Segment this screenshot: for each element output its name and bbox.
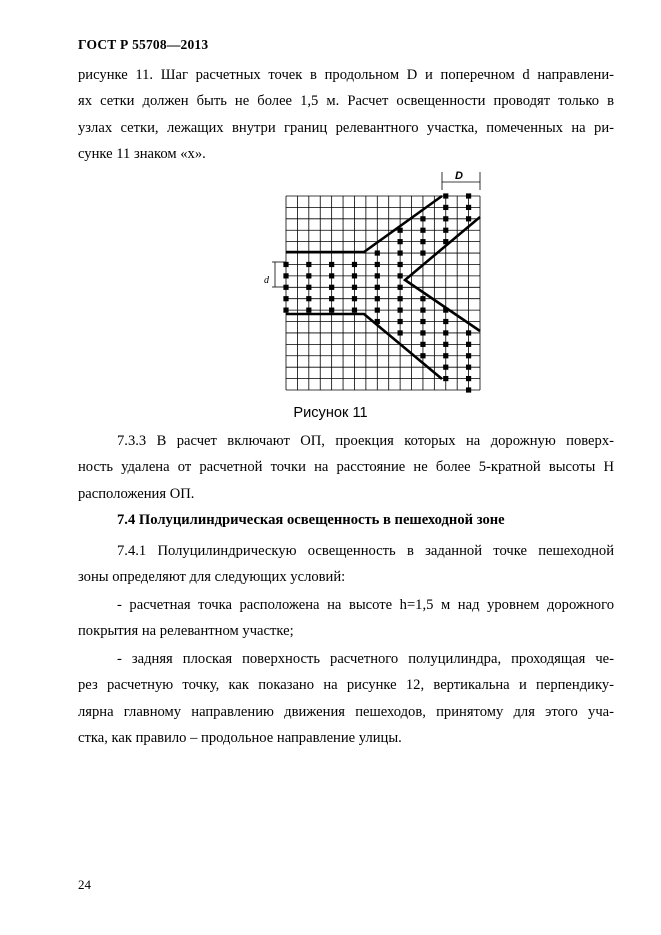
calculation-point [466, 193, 471, 198]
calculation-point [398, 330, 403, 335]
calculation-point [283, 308, 288, 313]
calculation-point [352, 262, 357, 267]
calculation-point [420, 319, 425, 324]
calculation-point [443, 330, 448, 335]
calculation-point [466, 376, 471, 381]
paragraph-7-4-1 [78, 538, 614, 591]
text-line: 7.3.3 В расчет включают ОП, проекция которых на дорожную поверх- [117, 433, 614, 449]
calculation-point [329, 262, 334, 267]
document-header: ГОСТ Р 55708—2013 [78, 37, 209, 52]
calculation-point [329, 273, 334, 278]
calculation-point [398, 239, 403, 244]
text-line: зоны определяют для следующих условий: [78, 569, 346, 586]
text-line: ность удалена от расчетной точки на расстояние не более 5-кратной высоты H [78, 459, 614, 476]
list-item [78, 592, 614, 645]
calculation-point [283, 296, 288, 301]
figure-11-grid [258, 168, 493, 398]
text-line: ях сетки должен быть не более 1,5 м. Расчет освещенности проводят только в [78, 93, 614, 110]
calculation-point [352, 308, 357, 313]
list-item [78, 646, 614, 751]
calculation-point [443, 228, 448, 233]
calculation-point [420, 228, 425, 233]
calculation-point [329, 296, 334, 301]
calculation-point [306, 296, 311, 301]
text-line: рисунке 11. Шаг расчетных точек в продольном D и поперечном d направлени- [78, 67, 614, 83]
text-line: покрытия на релевантном участке; [78, 623, 294, 640]
calculation-point [375, 262, 380, 267]
calculation-point [375, 296, 380, 301]
calculation-point [398, 250, 403, 255]
calculation-point [398, 308, 403, 313]
calculation-point [420, 239, 425, 244]
page-number: 24 [78, 877, 91, 892]
calculation-point [420, 330, 425, 335]
calculation-point [420, 296, 425, 301]
calculation-point [443, 353, 448, 358]
calculation-point [398, 262, 403, 267]
calculation-point [352, 296, 357, 301]
calculation-point [398, 228, 403, 233]
calculation-point [420, 308, 425, 313]
calculation-point [306, 273, 311, 278]
figure-caption: Рисунок 11 [293, 405, 368, 421]
calculation-point [443, 216, 448, 221]
calculation-point [466, 216, 471, 221]
calculation-point [420, 250, 425, 255]
label-d: d [264, 275, 269, 286]
calculation-point [375, 308, 380, 313]
text-line: узлах сетки, лежащих внутри границ релевантного участка, помеченных на ри- [78, 119, 614, 136]
paragraph-7-3-3 [78, 428, 614, 507]
calculation-point [420, 342, 425, 347]
calculation-point [352, 285, 357, 290]
text-line: расположения ОП. [78, 485, 195, 502]
calculation-point [375, 319, 380, 324]
grid-lines [286, 196, 480, 390]
calculation-point [443, 193, 448, 198]
calculation-point [329, 285, 334, 290]
calculation-point [329, 308, 334, 313]
text-line: сунке 11 знаком «x». [78, 145, 206, 162]
calculation-point [466, 342, 471, 347]
calculation-point [443, 205, 448, 210]
text-line: - задняя плоская поверхность расчетного полуцилиндра, проходящая че- [117, 651, 614, 667]
calculation-point [466, 205, 471, 210]
text-line: рез расчетную точку, как показано на рисунке 12, вертикальна и перпендику- [78, 677, 614, 694]
calculation-point [466, 387, 471, 392]
calculation-point [466, 330, 471, 335]
calculation-point [420, 216, 425, 221]
calculation-point [283, 262, 288, 267]
calculation-point [466, 365, 471, 370]
text-line: лярна главному направлению движения пешеходов, принятому для этого уча- [78, 703, 614, 720]
calculation-point [443, 308, 448, 313]
calculation-point [375, 250, 380, 255]
calculation-point [375, 273, 380, 278]
calculation-point [398, 319, 403, 324]
calculation-point [443, 376, 448, 381]
calculation-point [420, 353, 425, 358]
paragraph-grid-step [78, 62, 614, 167]
calculation-point [398, 296, 403, 301]
calculation-point [283, 273, 288, 278]
calculation-point [443, 342, 448, 347]
calculation-point [443, 319, 448, 324]
calculation-point [443, 365, 448, 370]
calculation-point [352, 273, 357, 278]
calculation-point [443, 239, 448, 244]
calculation-point [466, 353, 471, 358]
calculation-point [306, 262, 311, 267]
calculation-point [306, 285, 311, 290]
calculation-point [398, 273, 403, 278]
calculation-point [375, 285, 380, 290]
calculation-point [306, 308, 311, 313]
section-title: 7.4 Полуцилиндрическая освещенность в пешеходной зоне [117, 512, 505, 528]
calculation-point [398, 285, 403, 290]
text-line: стка, как правило – продольное направление улицы. [78, 729, 402, 746]
text-line: 7.4.1 Полуцилиндрическую освещенность в заданной точке пешеходной [117, 543, 614, 559]
label-D: D [455, 170, 463, 182]
text-line: - расчетная точка расположена на высоте h=1,5 м над уровнем дорожного [117, 597, 614, 613]
